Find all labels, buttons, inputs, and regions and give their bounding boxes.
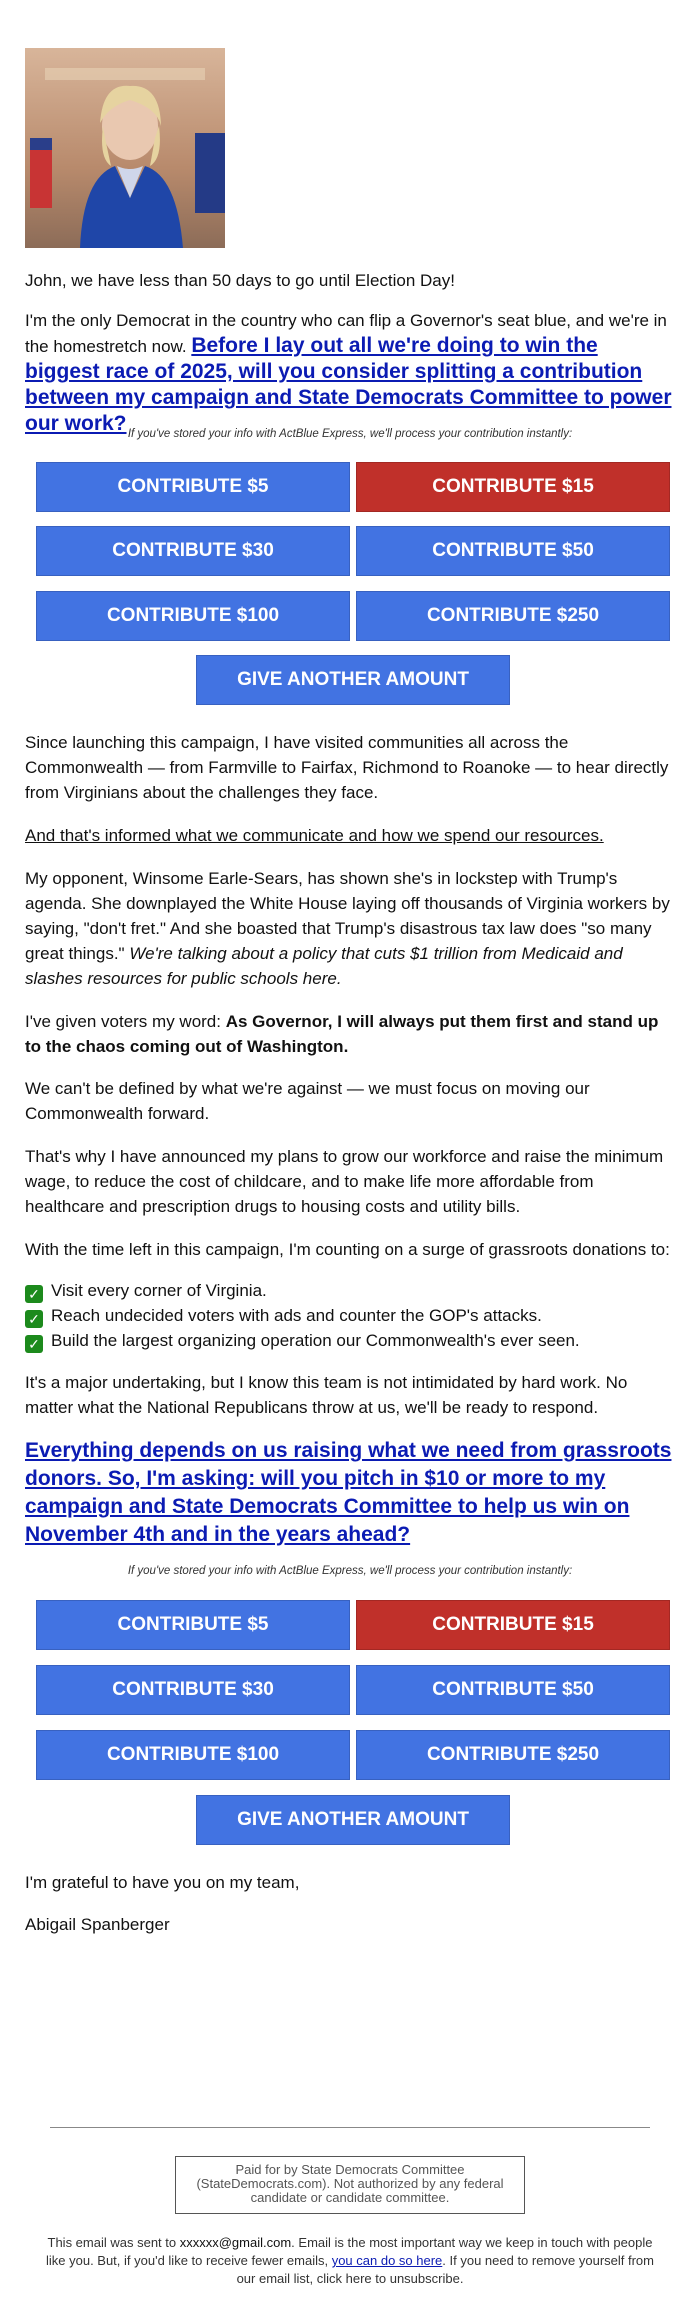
contribute-15-button[interactable]: CONTRIBUTE $15 [356,462,670,512]
actblue-note: If you've stored your info with ActBlue Express, we'll process your contribution instantly: [127,428,573,440]
defined-paragraph: We can't be defined by what we're against — we must focus on moving our Commonwealth forward. [25,1079,590,1123]
checklist-text: Visit every corner of Virginia. [51,1281,267,1300]
contribute-30-button[interactable]: CONTRIBUTE $30 [36,526,350,576]
pitch-in-link[interactable]: Everything depends on us raising what we need from grassroots donors. So, I'm asking: will you pitch in $10 or more to my campaign and State Democrats Committee to help us win on November 4th and in the years ahead? [25,1439,672,1546]
contribute-250-button-2[interactable]: CONTRIBUTE $250 [356,1730,670,1780]
fewer-emails-link[interactable]: you can do so here [331,2253,443,2268]
list-item [25,1303,675,1328]
word-bold: As Governor, I will always put them first and stand up to the chaos coming out of Washington. [25,1012,659,1056]
contribute-100-button[interactable]: CONTRIBUTE $100 [36,591,350,641]
contribute-15-button-2[interactable]: CONTRIBUTE $15 [356,1600,670,1650]
checklist [25,1278,675,1353]
checklist-text: Reach undecided voters with ads and counter the GOP's attacks. [51,1306,542,1325]
time-paragraph: With the time left in this campaign, I'm counting on a surge of grassroots donations to: [25,1240,670,1259]
opponent-text: My opponent, Winsome Earle-Sears, has shown she's in lockstep with Trump's agenda. She downplayed the White House laying off thousands of Virginia workers by saying, "don't fret." And she boasted that Trump's disastrous tax law does "so many great things." [25,869,670,963]
candidate-photo [25,48,225,248]
contribute-100-button-2[interactable]: CONTRIBUTE $100 [36,1730,350,1780]
give-another-amount-button[interactable]: GIVE ANOTHER AMOUNT [196,655,510,705]
footer-before-email: This email was sent to [47,2235,180,2250]
footer-after-link: . If you need to remove yourself from our email list, click here to unsubscribe. [236,2253,654,2286]
word-text: I've given voters my word: [25,1012,226,1031]
contribute-50-button[interactable]: CONTRIBUTE $50 [356,526,670,576]
closing-line: I'm grateful to have you on my team, [25,1873,300,1892]
ask-paragraph [25,1438,675,1550]
footer-email: xxxxxx@gmail.com [179,2235,292,2250]
give-another-amount-button-2[interactable]: GIVE ANOTHER AMOUNT [196,1795,510,1845]
undertaking-paragraph: It's a major undertaking, but I know this team is not intimidated by hard work. No matter what the National Republicans throw at us, we'll be ready to respond. [25,1373,628,1417]
footer-divider [50,2127,650,2128]
check-icon: ✓ [25,1310,43,1328]
intro-paragraph [25,308,675,437]
launch-paragraph: Since launching this campaign, I have visited communities all across the Commonwealth — from Farmville to Fairfax, Richmond to Roanoke — to hear directly from Virginians about the challenges they face. [25,733,669,802]
greeting: John, we have less than 50 days to go until Election Day! [25,271,455,290]
contribute-5-button[interactable]: CONTRIBUTE $5 [36,462,350,512]
signature: Abigail Spanberger [25,1915,170,1934]
check-icon: ✓ [25,1285,43,1303]
footer-after-email: . Email is the most important way we keep in touch with people like you. But, if you'd like to receive fewer emails, [45,2235,653,2268]
list-item [25,1278,675,1303]
plans-paragraph: That's why I have announced my plans to grow our workforce and raise the minimum wage, to reduce the cost of childcare, and to make life more affordable from healthcare and prescription drugs to housing costs and utility bills. [25,1147,664,1216]
contribute-50-button-2[interactable]: CONTRIBUTE $50 [356,1665,670,1715]
actblue-note-2: If you've stored your info with ActBlue Express, we'll process your contribution instantly: [127,1565,573,1577]
informed-paragraph: And that's informed what we communicate and how we spend our resources. [25,826,604,845]
contribute-5-button-2[interactable]: CONTRIBUTE $5 [36,1600,350,1650]
check-icon: ✓ [25,1335,43,1353]
contribute-30-button-2[interactable]: CONTRIBUTE $30 [36,1665,350,1715]
checklist-text: Build the largest organizing operation our Commonwealth's ever seen. [51,1331,580,1350]
split-contribution-link[interactable]: Before I lay out all we're doing to win the biggest race of 2025, will you consider splitting a contribution between my campaign and State Democrats Committee to power our work? [25,334,672,435]
word-paragraph [25,1009,675,1059]
paid-for-disclaimer: Paid for by State Democrats Committee (StateDemocrats.com). Not authorized by any federal candidate or candidate committee. [175,2156,525,2214]
opponent-italic: We're talking about a policy that cuts $1 trillion from Medicaid and slashes resources for public schools here. [25,944,623,988]
contribute-250-button[interactable]: CONTRIBUTE $250 [356,591,670,641]
intro-text: I'm the only Democrat in the country who can flip a Governor's seat blue, and we're in the homestretch now. [25,311,667,356]
list-item [25,1328,675,1353]
footer-text [40,2234,660,2288]
opponent-paragraph [25,866,675,991]
